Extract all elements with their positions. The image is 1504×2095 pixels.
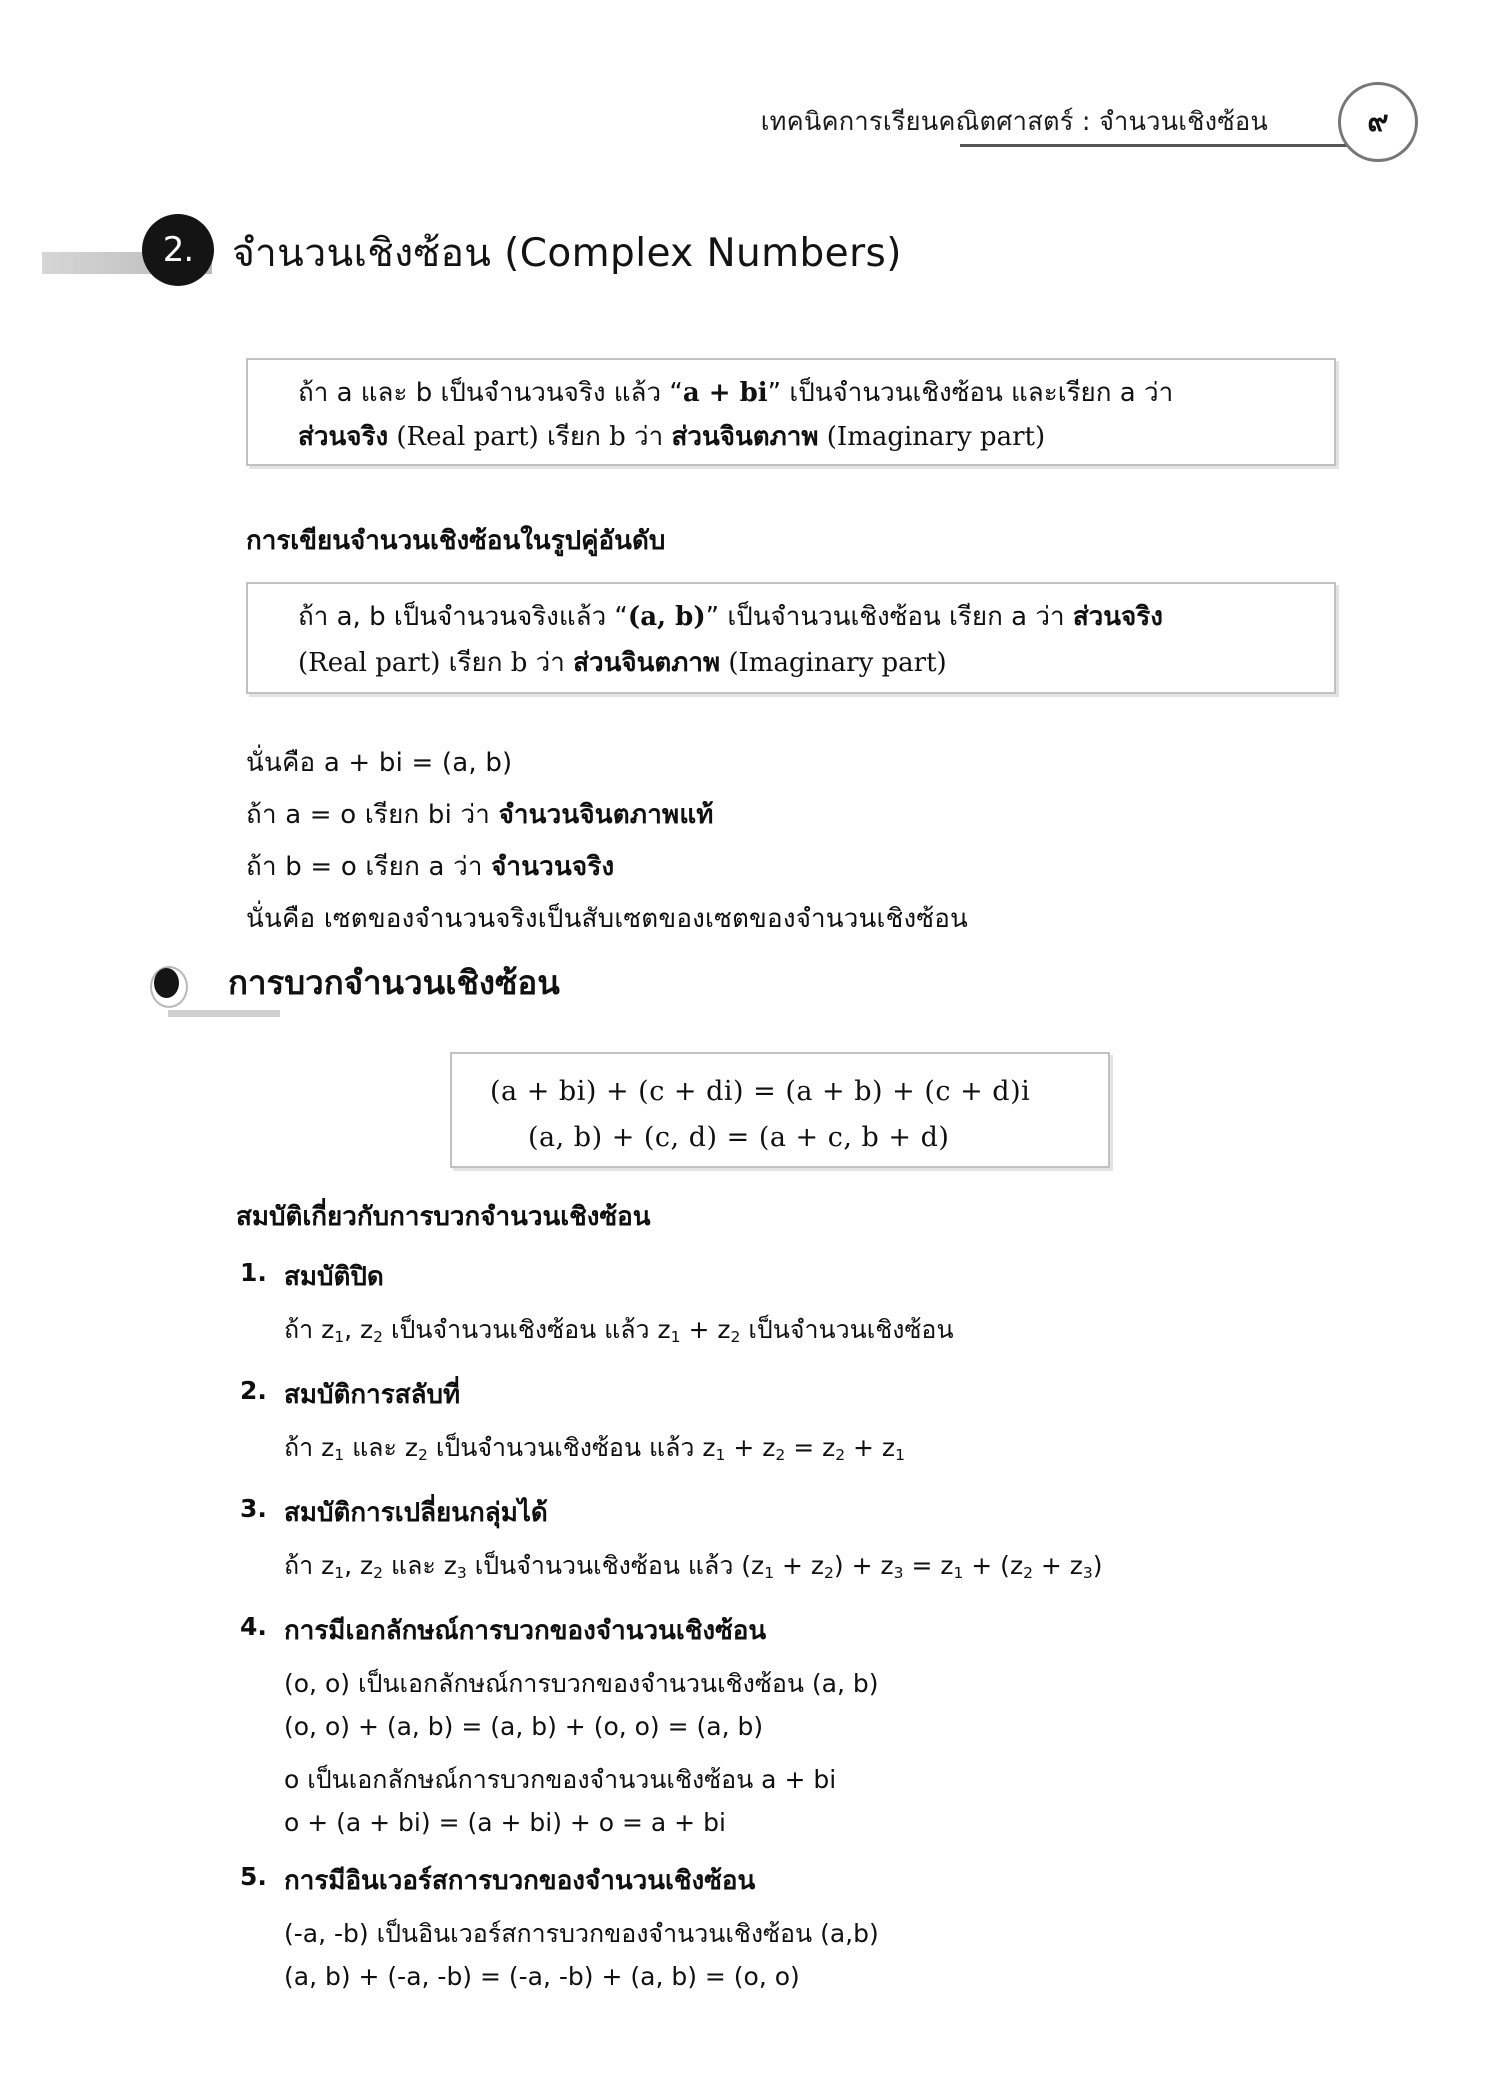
def1-l2-part4: (Imaginary part) xyxy=(818,422,1046,452)
list-body-4-line-1: (o, o) เป็นเอกลักษณ์การบวกของจำนวนเชิงซ้อน (a, b) xyxy=(284,1669,879,1698)
formula-line-1: (a + bi) + (c + di) = (a + b) + (c + d)i xyxy=(490,1076,1031,1107)
list-title-2: สมบัติการสลับที่ xyxy=(284,1380,461,1410)
list-body-5-line-2: (a, b) + (-a, -b) = (-a, -b) + (a, b) = (o, o) xyxy=(284,1962,800,1991)
subheading-ordered-pair: การเขียนจำนวนเชิงซ้อนในรูปคู่อันดับ xyxy=(246,526,666,556)
section-title-row xyxy=(0,222,1504,294)
def2-l1-part1: ถ้า a, b เป็นจำนวนจริงแล้ว “ xyxy=(298,602,628,632)
note-2-prefix: ถ้า a = o เรียก bi ว่า xyxy=(246,800,499,830)
def1-l1-part3: ” เป็นจำนวนเชิงซ้อน และเรียก a ว่า xyxy=(767,378,1174,408)
note-3-term: จำนวนจริง xyxy=(491,852,615,882)
section-number: 2. xyxy=(162,230,194,270)
def2-l2-part1: (Real part) เรียก b ว่า xyxy=(298,648,574,678)
def1-l1-formula: a + bi xyxy=(682,378,768,408)
def2-l2-imag-part-th: ส่วนจินตภาพ xyxy=(573,648,721,678)
list-body-4-line-4: o + (a + bi) = (a + bi) + o = a + bi xyxy=(284,1808,726,1837)
addition-heading-row xyxy=(0,958,1504,1014)
list-number-1: 1. xyxy=(240,1258,267,1287)
list-number-3: 3. xyxy=(240,1494,267,1523)
def2-l2-part3: (Imaginary part) xyxy=(720,648,947,678)
note-2-term: จำนวนจินตภาพแท้ xyxy=(498,800,714,830)
note-line-3 xyxy=(246,846,614,887)
def2-l1-part3: ” เป็นจำนวนเชิงซ้อน เรียก a ว่า xyxy=(705,602,1073,632)
page-number-badge xyxy=(1338,82,1418,162)
formula-line-2: (a, b) + (c, d) = (a + c, b + d) xyxy=(528,1122,950,1153)
list-body-5-line-1: (-a, -b) เป็นอินเวอร์สการบวกของจำนวนเชิงซ้อน (a,b) xyxy=(284,1919,879,1948)
definition-box-1 xyxy=(246,358,1336,466)
note-line-1 xyxy=(246,742,512,783)
formula-box xyxy=(450,1052,1110,1168)
page-number: ๙ xyxy=(1367,103,1389,138)
note-line-4 xyxy=(246,898,968,939)
note-line-2 xyxy=(246,794,714,835)
section-number-badge xyxy=(142,214,214,286)
list-number-5: 5. xyxy=(240,1862,267,1891)
def2-l1-formula: (a, b) xyxy=(627,602,706,632)
list-body-1: ถ้า $z_1$, $z_2$ เป็นจำนวนเชิงซ้อน แล้ว $z_1 + z_2$ เป็นจำนวนเชิงซ้อน xyxy=(284,1315,954,1346)
bullet-underline xyxy=(168,1010,280,1017)
note-4-text: นั่นคือ เซตของจำนวนจริงเป็นสับเซตของเซตของจำนวนเชิงซ้อน xyxy=(246,904,968,934)
definition-box-1-line-2 xyxy=(298,424,1045,450)
addition-heading: การบวกจำนวนเชิงซ้อน xyxy=(228,963,560,1002)
definition-box-2-line-1 xyxy=(298,604,1163,630)
header-rule xyxy=(960,144,1380,147)
list-number-4: 4. xyxy=(240,1612,267,1641)
note-1-text: นั่นคือ a + bi = (a, b) xyxy=(246,748,513,778)
list-body-3: ถ้า $z_1$, $z_2$ และ $z_3$ เป็นจำนวนเชิงซ้อน แล้ว $(z_1 + z_2) + z_3 = z_1 + (z_2 + z_3)$ xyxy=(284,1551,1103,1582)
definition-box-1-line-1 xyxy=(298,380,1173,406)
list-body-4-line-2: (o, o) + (a, b) = (a, b) + (o, o) = (a, b) xyxy=(284,1712,764,1741)
section-title: จำนวนเชิงซ้อน (Complex Numbers) xyxy=(232,231,902,276)
def1-l2-real-part-th: ส่วนจริง xyxy=(298,422,389,452)
def1-l2-part2: (Real part) เรียก b ว่า xyxy=(388,422,672,452)
list-body-2: ถ้า $z_1$ และ $z_2$ เป็นจำนวนเชิงซ้อน แล้ว $z_1 + z_2 = z_2 + z_1$ xyxy=(284,1433,905,1464)
def1-l2-imag-part-th: ส่วนจินตภาพ xyxy=(671,422,819,452)
definition-box-2-line-2 xyxy=(298,650,947,676)
page-header xyxy=(0,96,1504,166)
properties-heading: สมบัติเกี่ยวกับการบวกจำนวนเชิงซ้อน xyxy=(236,1202,651,1232)
list-title-3: สมบัติการเปลี่ยนกลุ่มได้ xyxy=(284,1498,548,1528)
list-number-2: 2. xyxy=(240,1376,267,1405)
definition-box-2 xyxy=(246,582,1336,694)
note-3-prefix: ถ้า b = o เรียก a ว่า xyxy=(246,852,492,882)
list-body-4-line-3: o เป็นเอกลักษณ์การบวกของจำนวนเชิงซ้อน a + bi xyxy=(284,1765,837,1794)
def2-l1-real-part-th: ส่วนจริง xyxy=(1072,602,1163,632)
header-title: เทคนิคการเรียนคณิตศาสตร์ : จำนวนเชิงซ้อน xyxy=(760,107,1268,137)
bullet-dot-icon xyxy=(154,968,179,998)
list-title-1: สมบัติปิด xyxy=(284,1262,384,1292)
list-title-4: การมีเอกลักษณ์การบวกของจำนวนเชิงซ้อน xyxy=(284,1616,767,1646)
def1-l1-part1: ถ้า a และ b เป็นจำนวนจริง แล้ว “ xyxy=(298,378,683,408)
list-title-5: การมีอินเวอร์สการบวกของจำนวนเชิงซ้อน xyxy=(284,1866,756,1896)
